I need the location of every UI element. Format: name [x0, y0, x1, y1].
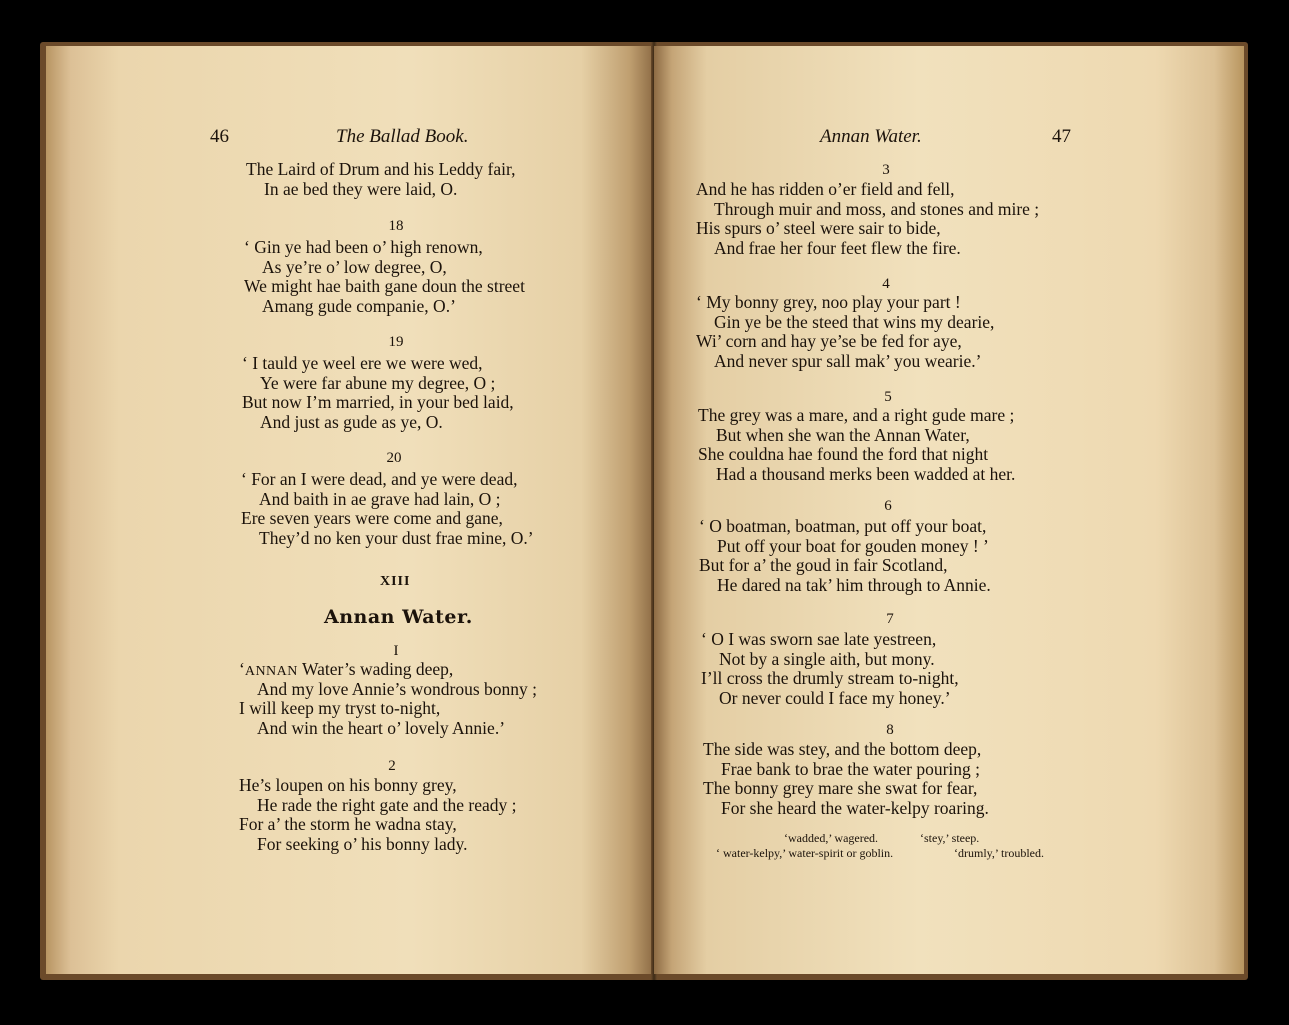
- verse-line: ‘ For an I were dead, and ye were dead,: [241, 469, 518, 489]
- stanza: [244, 238, 525, 317]
- verse-line: ‘ O boatman, boatman, put off your boat,: [699, 516, 987, 536]
- verse-line: The side was stey, and the bottom deep,: [703, 739, 982, 759]
- ballad-title: Annan Water.: [324, 606, 473, 628]
- stanza: [703, 740, 989, 819]
- stanza-number: 8: [886, 722, 894, 738]
- verse-line: Not by a single aith, but mony.: [719, 648, 935, 669]
- stanza: [696, 293, 994, 372]
- verse-line: Or never could I face my honey.’: [719, 688, 951, 709]
- running-head-left: The Ballad Book.: [336, 126, 469, 147]
- stanza: [701, 630, 959, 709]
- verse-line: She couldna hae found the ford that night: [698, 444, 989, 465]
- open-book: [40, 42, 1248, 980]
- verse-line: He’s loupen on his bonny grey,: [239, 775, 457, 795]
- verse-line: Ye were far abune my degree, O ;: [260, 372, 496, 393]
- stanza-number: 4: [882, 276, 890, 292]
- verse-line: But when she wan the Annan Water,: [716, 424, 970, 445]
- verse-line: Wi’ corn and hay ye’se be fed for aye,: [696, 331, 962, 352]
- verse-line: But now I’m married, in your bed laid,: [242, 392, 514, 413]
- verse-line: And win the heart o’ lovely Annie.’: [257, 718, 506, 739]
- stanza-number: I: [393, 643, 399, 659]
- verse-line: And just as gude as ye, O.: [260, 412, 443, 433]
- opening-lines: [246, 160, 516, 199]
- verse-line: He dared na tak’ him through to Annie.: [717, 575, 991, 596]
- verse-line: His spurs o’ steel were sair to bide,: [696, 218, 941, 239]
- verse-line: For seeking o’ his bonny lady.: [257, 834, 468, 855]
- stanza: [242, 354, 514, 433]
- verse-line: ‘ Gin ye had been o’ high renown,: [244, 237, 483, 257]
- verse-line: ‘ My bonny grey, noo play your part !: [696, 292, 961, 312]
- footnote-water-kelpy: ‘ water-kelpy,’ water-spirit or goblin.: [716, 846, 894, 860]
- verse-line: Amang gude companie, O.’: [262, 296, 456, 317]
- verse-line: I will keep my tryst to-night,: [239, 698, 441, 719]
- verse-line: I’ll cross the drumly stream to-night,: [701, 668, 959, 689]
- stanza-number: 5: [884, 389, 892, 405]
- stanza: [241, 470, 534, 549]
- verse-line: And baith in ae grave had lain, O ;: [259, 488, 501, 509]
- verse-line: Ere seven years were come and gane,: [241, 508, 503, 529]
- verse-line: As ye’re o’ low degree, O,: [262, 256, 447, 277]
- verse-line-rest: Water’s wading deep,: [297, 659, 454, 679]
- verse-line: [239, 660, 537, 680]
- page-number-left: 46: [210, 126, 229, 147]
- verse-line: ‘ I tauld ye weel ere we were wed,: [242, 353, 483, 373]
- open-quote: ‘: [239, 659, 245, 679]
- verse-line: But for a’ the goud in fair Scotland,: [699, 555, 948, 576]
- verse-line: Put off your boat for gouden money ! ’: [717, 535, 989, 556]
- page-number-right: 47: [1052, 126, 1071, 147]
- verse-line: The Laird of Drum and his Leddy fair,: [246, 159, 516, 179]
- right-page: [654, 46, 1244, 974]
- ballad-number: XIII: [380, 574, 411, 589]
- verse-line: Gin ye be the steed that wins my dearie,: [714, 311, 995, 332]
- stanza-number: 7: [886, 611, 894, 627]
- stanza-number: 3: [882, 162, 890, 178]
- footnote-wadded: ‘wadded,’ wagered.: [784, 831, 879, 845]
- verse-line: In ae bed they were laid, O.: [264, 178, 458, 199]
- running-head-right: Annan Water.: [820, 126, 922, 147]
- verse-line: We might hae baith gane doun the street: [244, 276, 525, 297]
- verse-line: The grey was a mare, and a right gude mare ;: [698, 405, 1015, 425]
- drop-word: ANNAN: [244, 664, 298, 679]
- footnote-stey: ‘stey,’ steep.: [920, 831, 980, 845]
- stanza: [696, 180, 1039, 259]
- footnote-drumly: ‘drumly,’ troubled.: [954, 846, 1044, 860]
- stanza-number: 20: [386, 450, 402, 466]
- verse-line: And never spur sall mak’ you wearie.’: [714, 351, 982, 372]
- verse-line: Had a thousand merks been wadded at her.: [716, 464, 1016, 485]
- verse-line: Frae bank to brae the water pouring ;: [721, 758, 981, 779]
- stanza-number: 18: [388, 218, 404, 234]
- stanza-number: 6: [884, 498, 892, 514]
- verse-line: ‘ O I was sworn sae late yestreen,: [701, 629, 937, 649]
- stanza: [239, 660, 537, 739]
- verse-line: For she heard the water-kelpy roaring.: [721, 798, 989, 819]
- verse-line: The bonny grey mare she swat for fear,: [703, 778, 978, 799]
- stanza: [698, 406, 1015, 485]
- verse-line: And my love Annie’s wondrous bonny ;: [257, 678, 537, 699]
- verse-line: And he has ridden o’er field and fell,: [696, 179, 955, 199]
- stanza: [699, 517, 991, 596]
- stanza-number: 19: [388, 334, 404, 350]
- verse-line: He rade the right gate and the ready ;: [257, 794, 517, 815]
- verse-line: For a’ the storm he wadna stay,: [239, 814, 457, 835]
- verse-line: Through muir and moss, and stones and mire ;: [714, 198, 1040, 219]
- stanza: [239, 776, 516, 855]
- left-page: [46, 46, 654, 974]
- verse-line: They’d no ken your dust frae mine, O.’: [259, 528, 534, 549]
- verse-line: And frae her four feet flew the fire.: [714, 238, 961, 259]
- stanza-number: 2: [388, 758, 396, 774]
